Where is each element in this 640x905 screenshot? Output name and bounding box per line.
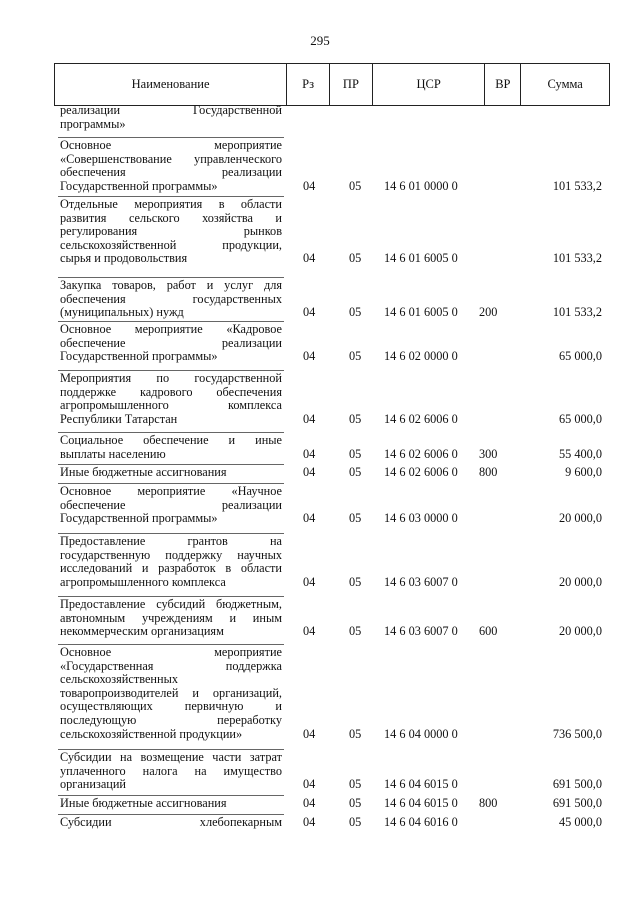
row-csr: 14 6 03 0000 0 [384, 511, 458, 526]
row-divider [58, 644, 284, 645]
row-sum: 691 500,0 [552, 796, 602, 810]
row-name-line: Субсидии хлебопекарным [60, 815, 282, 829]
row-name [60, 466, 282, 480]
row-sum: 20 000,0 [558, 624, 602, 639]
row-name-line: Отдельные мероприятия в области [60, 197, 282, 211]
row-name-line: Предоставление грантов на [60, 534, 282, 548]
row-pr: 05 [349, 815, 362, 829]
row-pr: 05 [349, 574, 362, 589]
row-name [60, 279, 282, 320]
row-name-line: Предоставление субсидий бюджетным, [60, 597, 282, 611]
row-name-line: поддержке кадрового обеспечения [60, 384, 282, 399]
row-rz: 04 [303, 446, 316, 461]
row-rz: 04 [303, 349, 316, 364]
row-pr: 05 [349, 446, 362, 461]
row-name-line: обеспечения реализации [60, 165, 282, 180]
row-divider [58, 533, 284, 534]
row-divider [58, 814, 284, 815]
row-csr: 14 6 02 6006 0 [384, 465, 458, 479]
row-rz: 04 [303, 777, 316, 792]
row-name-line: (муниципальных) нужд [60, 305, 184, 320]
row-name-line: Субсидии на возмещение части затрат [60, 750, 282, 764]
row-divider [58, 596, 284, 597]
page-number: 295 [310, 33, 330, 48]
row-sum: 101 533,2 [552, 251, 602, 266]
row-name-line: товаропроизводителей и организаций, [60, 685, 282, 700]
row-name [60, 434, 282, 461]
row-vr: 300 [479, 446, 498, 461]
row-name-line: Основное мероприятие «Научное [60, 484, 282, 498]
row-csr: 14 6 03 6007 0 [384, 624, 458, 639]
row-name-line: «Государственная поддержка [60, 658, 282, 673]
row-sum: 45 000,0 [558, 815, 602, 829]
row-name-line: Государственной программы» [60, 178, 218, 193]
row-pr: 05 [349, 624, 362, 639]
header-rz: Рз [287, 64, 330, 105]
row-rz: 04 [303, 251, 316, 266]
row-divider [58, 464, 284, 465]
row-name-line: последующую переработку [60, 712, 282, 727]
row-csr: 14 6 02 6006 0 [384, 411, 458, 426]
row-name [60, 485, 282, 526]
header-name: Наименование [55, 64, 287, 105]
row-divider [58, 749, 284, 750]
row-name [60, 323, 282, 364]
row-name-line: Основное мероприятие [60, 138, 282, 152]
row-sum: 65 000,0 [558, 349, 602, 364]
row-csr: 14 6 02 0000 0 [384, 349, 458, 364]
row-name-line: Государственной программы» [60, 349, 218, 364]
row-csr: 14 6 04 6015 0 [384, 777, 458, 792]
header-pr: ПР [330, 64, 373, 105]
row-divider [58, 321, 284, 322]
row-rz: 04 [303, 178, 316, 193]
row-name-line: сельскохозяйственных [60, 672, 178, 687]
row-name [60, 751, 282, 792]
row-name-line: сельскохозяйственной продукции» [60, 726, 243, 741]
row-name-line: агропромышленного комплекса [60, 398, 282, 413]
row-pr: 05 [349, 796, 362, 810]
row-name-line: Иные бюджетные ассигнования [60, 465, 227, 479]
row-divider [58, 370, 284, 371]
row-name-line: государственную поддержку научных [60, 547, 282, 562]
row-name [60, 797, 282, 811]
row-name-line: «Совершенствование управленческого [60, 151, 282, 166]
row-name [60, 535, 282, 589]
row-csr: 14 6 03 6007 0 [384, 574, 458, 589]
row-name-line: реализации Государственной [60, 103, 282, 117]
row-sum: 55 400,0 [558, 446, 602, 461]
row-name-line: развития сельского хозяйства и [60, 210, 282, 225]
row-divider [58, 277, 284, 278]
row-csr: 14 6 04 6016 0 [384, 815, 458, 829]
row-divider [58, 483, 284, 484]
row-name-line: уплаченного налога на имущество [60, 763, 282, 778]
row-vr: 600 [479, 624, 498, 639]
row-pr: 05 [349, 411, 362, 426]
row-name-line: Республики Татарстан [60, 411, 178, 426]
row-sum: 20 000,0 [558, 511, 602, 526]
row-rz: 04 [303, 815, 316, 829]
row-name [60, 198, 282, 266]
row-csr: 14 6 04 0000 0 [384, 726, 458, 741]
row-name [60, 598, 282, 639]
row-csr: 14 6 02 6006 0 [384, 446, 458, 461]
row-rz: 04 [303, 574, 316, 589]
row-name-line: автономным учреждениям и иным [60, 610, 282, 625]
row-pr: 05 [349, 251, 362, 266]
row-rz: 04 [303, 465, 316, 479]
row-name-line: осуществляющих первичную и [60, 699, 282, 714]
row-name-line: Мероприятия по государственной [60, 371, 282, 385]
row-divider [58, 432, 284, 433]
row-name-line: сырья и продовольствия [60, 251, 188, 266]
row-name-line: обеспечение реализации [60, 335, 282, 350]
row-name-line: Закупка товаров, работ и услуг для [60, 278, 282, 292]
row-pr: 05 [349, 511, 362, 526]
row-name [60, 816, 282, 830]
header-csr: ЦСР [373, 64, 486, 105]
row-sum: 9 600,0 [565, 465, 602, 479]
row-name-line: обеспечения государственных [60, 291, 282, 306]
row-sum: 65 000,0 [558, 411, 602, 426]
row-name-line: сельскохозяйственной продукции, [60, 237, 282, 252]
row-name-line: выплаты населению [60, 446, 166, 461]
row-rz: 04 [303, 726, 316, 741]
row-name-line: агропромышленного комплекса [60, 574, 226, 589]
row-sum: 101 533,2 [552, 178, 602, 193]
row-name-line: Иные бюджетные ассигнования [60, 796, 227, 810]
row-csr: 14 6 01 6005 0 [384, 251, 458, 266]
row-csr: 14 6 01 6005 0 [384, 305, 458, 320]
row-name-line: обеспечение реализации [60, 497, 282, 512]
header-vr: ВР [485, 64, 521, 105]
row-vr: 800 [479, 465, 498, 479]
row-name-line: Основное мероприятие [60, 645, 282, 659]
row-pr: 05 [349, 465, 362, 479]
row-name-line: исследований и разработок в области [60, 561, 282, 576]
row-rz: 04 [303, 624, 316, 639]
row-pr: 05 [349, 777, 362, 792]
row-name [60, 139, 282, 193]
row-csr: 14 6 04 6015 0 [384, 796, 458, 810]
row-pr: 05 [349, 305, 362, 320]
row-divider [58, 137, 284, 138]
row-vr: 200 [479, 305, 498, 320]
row-rz: 04 [303, 305, 316, 320]
row-sum: 691 500,0 [552, 777, 602, 792]
header-sum: Сумма [547, 77, 583, 91]
table-header [54, 63, 610, 106]
row-name [60, 104, 282, 131]
row-pr: 05 [349, 349, 362, 364]
row-name-line: Социальное обеспечение и иные [60, 433, 282, 447]
row-sum: 20 000,0 [558, 574, 602, 589]
row-name [60, 646, 282, 741]
row-sum: 736 500,0 [552, 726, 602, 741]
row-rz: 04 [303, 796, 316, 810]
row-vr: 800 [479, 796, 498, 810]
row-rz: 04 [303, 511, 316, 526]
row-sum: 101 533,2 [552, 305, 602, 320]
row-pr: 05 [349, 178, 362, 193]
row-rz: 04 [303, 411, 316, 426]
row-name-line: регулирования рынков [60, 224, 282, 239]
row-name-line: некоммерческим организациям [60, 624, 224, 639]
row-name-line: Основное мероприятие «Кадровое [60, 322, 282, 336]
row-name-line: программы» [60, 116, 126, 131]
row-divider [58, 795, 284, 796]
row-name-line: организаций [60, 777, 127, 792]
row-pr: 05 [349, 726, 362, 741]
row-name [60, 372, 282, 426]
row-csr: 14 6 01 0000 0 [384, 178, 458, 193]
row-name-line: Государственной программы» [60, 511, 218, 526]
row-divider [58, 196, 284, 197]
